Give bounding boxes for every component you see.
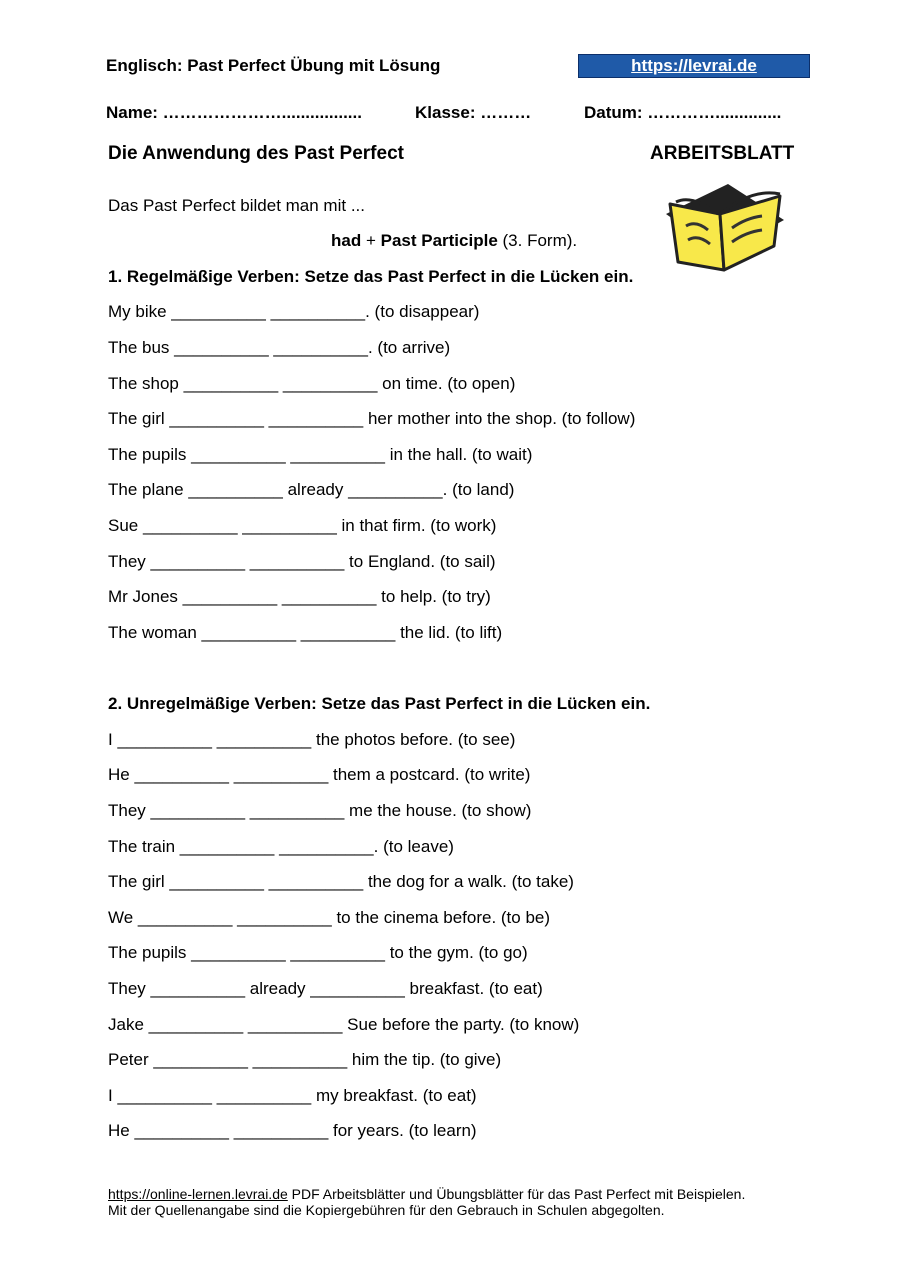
exercise-item: Mr Jones __________ __________ to help. (to try) (108, 587, 491, 606)
worksheet-label: ARBEITSBLATT (650, 143, 795, 164)
exercise-item: Sue __________ __________ in that firm. (to work) (108, 516, 497, 535)
exercise-item: The pupils __________ __________ in the hall. (to wait) (108, 445, 533, 464)
formula-participle: Past Participle (380, 231, 498, 250)
exercise-item: The pupils __________ __________ to the gym. (to go) (108, 943, 528, 962)
exercise-item: I __________ __________ the photos before. (to see) (108, 730, 516, 749)
page-heading: Die Anwendung des Past Perfect (108, 143, 404, 164)
footer-line-1 (108, 1186, 745, 1202)
footer-link[interactable]: https://online-lernen.levrai.de (108, 1186, 288, 1202)
exercise-item: They __________ already __________ breakfast. (to eat) (108, 979, 543, 998)
intro-text: Das Past Perfect bildet man mit ... (108, 196, 365, 215)
formula-plus: + (361, 231, 381, 250)
exercise-item: The train __________ __________. (to leave) (108, 837, 454, 856)
footer-line-1-text: PDF Arbeitsblätter und Übungsblätter für das Past Perfect mit Beispielen. (287, 1186, 746, 1202)
website-link[interactable]: https://levrai.de (578, 54, 810, 78)
open-book-icon (662, 174, 788, 274)
exercise-item: My bike __________ __________. (to disappear) (108, 302, 480, 321)
date-field: Datum: ………….............. (584, 103, 782, 122)
exercise-item: Jake __________ __________ Sue before the party. (to know) (108, 1015, 580, 1034)
formula (331, 231, 577, 251)
exercise-item: Peter __________ __________ him the tip. (to give) (108, 1050, 502, 1069)
exercise-item: The girl __________ __________ her mother into the shop. (to follow) (108, 409, 636, 428)
exercise-item: The girl __________ __________ the dog for a walk. (to take) (108, 872, 574, 891)
name-field: Name: …………………................. (106, 103, 362, 122)
exercise-item: The woman __________ __________ the lid. (to lift) (108, 623, 503, 642)
formula-rest: (3. Form). (497, 231, 578, 250)
exercise-item: The plane __________ already __________. (to land) (108, 480, 515, 499)
exercise-item: He __________ __________ for years. (to learn) (108, 1121, 477, 1140)
footer (108, 1186, 745, 1218)
exercise-item: The bus __________ __________. (to arrive) (108, 338, 451, 357)
formula-had: had (331, 231, 362, 250)
worksheet-title: Englisch: Past Perfect Übung mit Lösung (106, 56, 441, 75)
exercise-item: They __________ __________ me the house. (to show) (108, 801, 532, 820)
footer-line-2: Mit der Quellenangabe sind die Kopiergebühren für den Gebrauch in Schulen abgegolten. (108, 1202, 665, 1218)
exercise-item: The shop __________ __________ on time. (to open) (108, 374, 516, 393)
exercise-item: I __________ __________ my breakfast. (to eat) (108, 1086, 477, 1105)
exercise-item: He __________ __________ them a postcard. (to write) (108, 765, 531, 784)
exercise-item: They __________ __________ to England. (to sail) (108, 552, 496, 571)
section2-heading: 2. Unregelmäßige Verben: Setze das Past Perfect in die Lücken ein. (108, 694, 651, 713)
class-field: Klasse: ……… (415, 103, 532, 122)
section1-heading: 1. Regelmäßige Verben: Setze das Past Perfect in die Lücken ein. (108, 267, 634, 286)
exercise-item: We __________ __________ to the cinema before. (to be) (108, 908, 551, 927)
